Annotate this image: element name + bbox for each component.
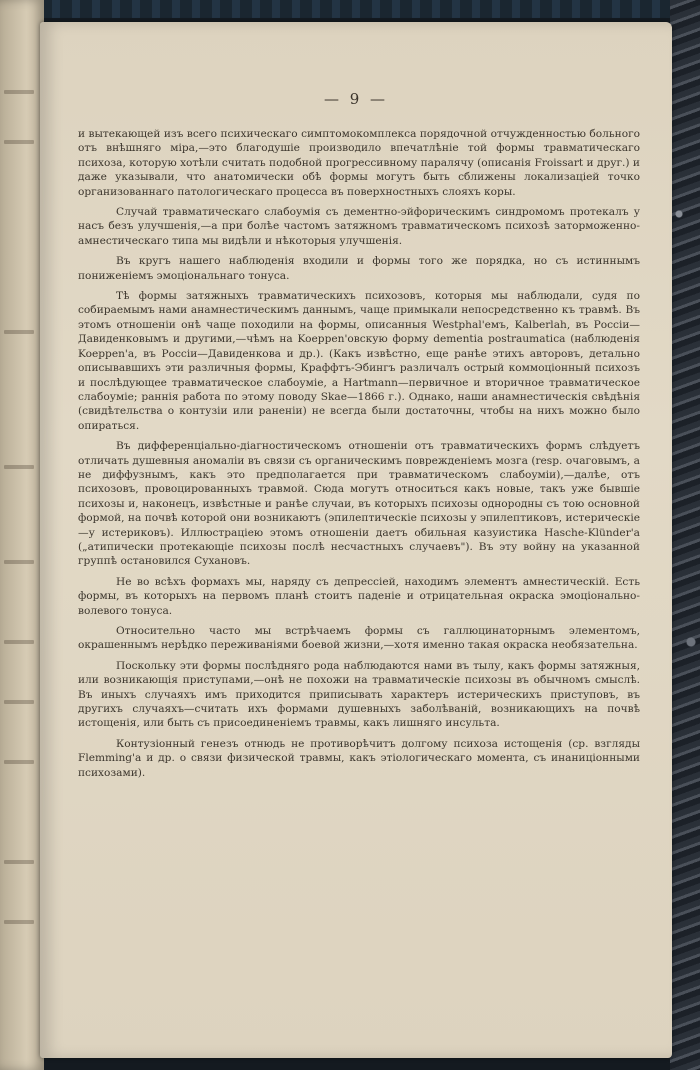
- page-number: — 9 —: [323, 90, 389, 108]
- paragraph: Тѣ формы затяжныхъ травматическихъ психозовъ, которыя мы наблюдали, судя по собираемымъ нами анамнестическимъ даннымъ, чаще примыкали непосредственно къ травмѣ. Въ этомъ отношеніи онѣ чаще походили на формы, описанныя Westphal'емъ, Kalberlah, въ Россіи—Давиденковымъ и другими,—чѣмъ на Koeppen'овскую форму dementia postraumatica (наблюденія Koeppen'а, въ Россіи—Давиденкова и др.). (Какъ извѣстно, еще ранѣе этихъ авторовъ, детально описывавшихъ эти различныя формы, Краффтъ-Эбингъ различалъ острый коммоціонный психозъ и послѣдующее травматическое слабоуміе, а Hartmann—первичное и вторичное травматическое слабоуміе; раннія работа по этому поводу Skae—1866 г.). Однако, наши анамнестическія свѣдѣнія (свидѣтельства о контузіи или раненіи) не всегда были достаточны, чтобы на нихъ можно было опираться.: [78, 290, 640, 432]
- paragraph: Контузіонный генезъ отнюдь не противорѣчитъ долгому психоза истощенія (ср. взгляды Flemming'а и др. о связи физической травмы, какъ этіологическаго момента, съ инаниціонными психозами).: [78, 737, 640, 779]
- paragraph: и вытекающей изъ всего психическаго симптомокомплекса порядочной отчужденностью больного отъ внѣшняго міра,—это благодушіе производило впечатлѣніе той формы травматическаго психоза, которую хотѣли считать подобной прогрессивному паралячу (описанія Froissart и друг.) и даже указывали, что анатомически обѣ формы могутъ быть сближены локализаціей точко организованнаго патологическаго процесса въ поверхностныхъ слояхъ коры.: [78, 128, 640, 198]
- paragraph: Въ дифференціально-діагностическомъ отношеніи отъ травматическихъ формъ слѣдуетъ отличать душевныя аномаліи въ связи съ органическимъ поврежденіемъ мозга (resp. очаговымъ, а не диффузнымъ, какъ это предполагается при травматическомъ слабоуміи),—далѣе, отъ психозовъ, провоцированныхъ травмой. Сюда могутъ относиться какъ новые, такъ уже бывшіе психозы и, наконецъ, извѣстные и ранѣе случаи, въ которыхъ психозы однородны съ тою основной формой, на почвѣ которой они возникаютъ (эпилептическіе психозы у эпилептиковъ, истерическіе—у истериковъ). Иллюстраціею этомъ отношеніи даетъ обильная казуистика Hasche-Klünder'а („атипически протекающіе психозы послѣ несчастныхъ случаевъ"). Въ эту войну на указанной группѣ остановился Сухановъ.: [78, 440, 640, 568]
- paragraph: Въ кругъ нашего наблюденія входили и формы того же порядка, но съ истиннымъ пониженіемъ эмоціональнаго тонуса.: [78, 255, 640, 282]
- page-body-text: [78, 127, 640, 786]
- paragraph: Относительно часто мы встрѣчаемъ формы съ галлюцинаторнымъ элементомъ, окрашеннымъ нерѣдко переживаніями боевой жизни,—хотя именно такая окраска необязательна.: [78, 625, 640, 652]
- facing-page-edge: [0, 0, 44, 1070]
- paragraph: Случай травматическаго слабоумія съ дементно-эйфорическимъ синдромомъ протекалъ у насъ безъ улучшенія,—а при болѣе частомъ затяжномъ травматическомъ психозѣ заторможенно-амнестическаго типа мы видѣли и нѣкоторыя улучшенія.: [78, 206, 640, 247]
- book-page: [40, 22, 672, 1058]
- paragraph: Не во всѣхъ формахъ мы, наряду съ депрессіей, находимъ элементъ амнестическій. Есть формы, въ которыхъ на первомъ планѣ стоитъ паденіе и отрицательная окраска эмоціонально-волевого тонуса.: [78, 575, 640, 617]
- book-top-edge: [0, 0, 700, 18]
- paragraph: Поскольку эти формы послѣдняго рода наблюдаются нами въ тылу, какъ формы затяжныя, или возникающія приступами,—онѣ не похожи на травматическіе психозы въ обычномъ смыслѣ. Въ иныхъ случаяхъ имъ приходится приписывать характеръ истерическихъ приступовъ, въ другихъ случаяхъ—считать ихъ формами душевныхъ заболѣваній, возникающихъ на почвѣ истощенія, или быть съ присоединеніемъ травмы, какъ лишняго инсульта.: [78, 659, 640, 730]
- marbled-cover-edge: [670, 0, 700, 1070]
